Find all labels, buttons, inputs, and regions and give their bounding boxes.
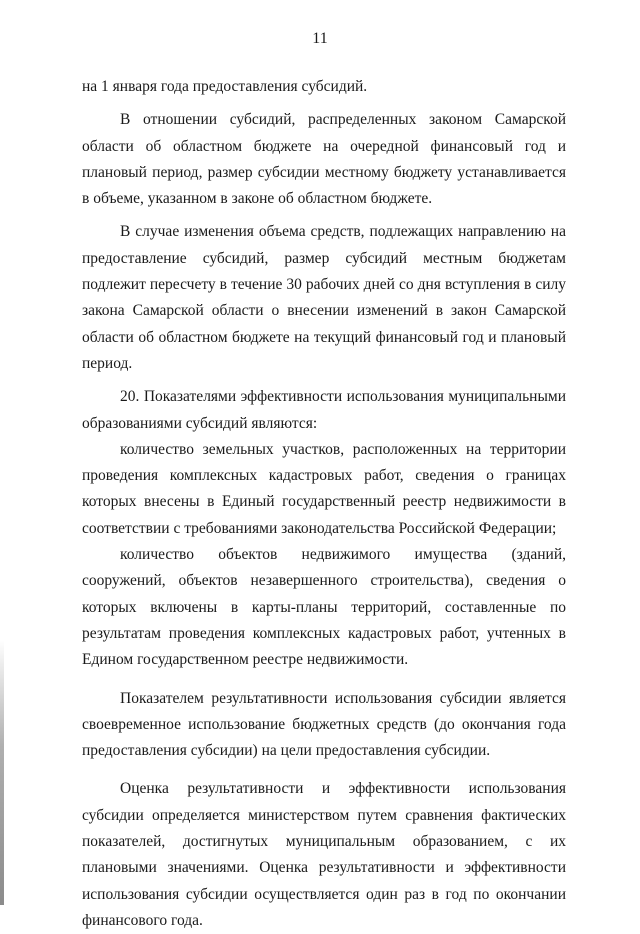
paragraph-result-indicator: Показателем результативности использования субсидии является своевременное использование бюджетных средств (до окончания года предоставления субсидии) на цели предоставления субсидии. [82, 689, 566, 760]
paragraph-subsidy-distribution: В отношении субсидий, распределенных законом Самарской области об областном бюджете на очередной финансовый год и плановый период, размер субсидии местному бюджету устанавливается в объеме, указанном в законе об областном бюджете. [82, 111, 566, 208]
page-number: 11 [312, 30, 328, 47]
paragraph-evaluation: Оценка результативности и эффективности использования субсидии определяется министерством путем сравнения фактических показателей, достигнутых муниципальным образованием, с их плановыми значениями. Оценка результативности и эффективности использования субсидии осуществляется один раз в год по окончании финансового года. [82, 780, 566, 929]
paragraph-continuation: на 1 января года предоставления субсидий. [82, 78, 368, 95]
paragraph-land-plots-count: количество земельных участков, расположенных на территории проведения комплексных кадастровых работ, сведения о границах которых внесены в Единый государственный реестр недвижимости в соответствии с требованиями законодательства Российской Федерации; [82, 440, 566, 537]
document-body [82, 74, 566, 934]
paragraph-subsidy-recalculation: В случае изменения объема средств, подлежащих направлению на предоставление субсидий, размер субсидий местным бюджетам подлежит пересчету в течение 30 рабочих дней со дня вступления в силу закона Самарской области о внесении изменений в закон Самарской области об областном бюджете на текущий финансовый год и плановый период. [82, 223, 566, 372]
paragraph-real-estate-count: количество объектов недвижимого имущества (зданий, сооружений, объектов незавершенного строительства), сведения о которых включены в карты-планы территорий, составленные по результатам проведения комплексных кадастровых работ, учтенных в Едином государственном реестре недвижимости. [82, 546, 566, 669]
paragraph-efficiency-indicators: 20. Показателями эффективности использования муниципальными образованиями субсидий являются: [82, 388, 566, 432]
scan-edge-shadow [0, 640, 4, 905]
